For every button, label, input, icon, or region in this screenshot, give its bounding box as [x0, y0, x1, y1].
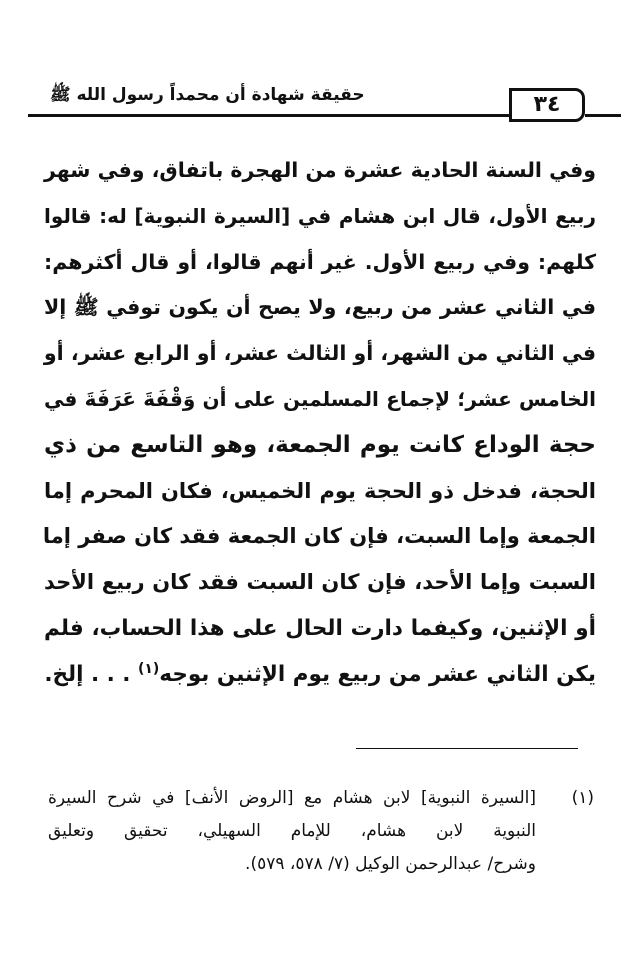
footnote-line: النبوية لابن هشام، للإمام السهيلي، تحقيق وتعليق	[48, 821, 536, 841]
text-line: الخامس عشر؛ لإجماع المسلمين على أن وَقْفَةَ عَرَفَةَ في	[44, 386, 596, 411]
text-line: وفي السنة الحادية عشرة من الهجرة باتفاق، وفي شهر	[44, 158, 596, 182]
page-number: ٣٤	[509, 88, 585, 122]
text-line: الحجة، فدخل ذو الحجة يوم الخميس، فكان المحرم إما	[44, 478, 596, 503]
text-line: ربيع الأول، قال ابن هشام في [السيرة النبوية] له: قالوا	[44, 203, 596, 228]
text-line: في الثاني عشر من ربيع، ولا يصح أن يكون توفي ﷺ إلا	[44, 295, 596, 320]
text-line: الجمعة وإما السبت، فإن كان الجمعة فقد كان صفر إما	[42, 524, 596, 549]
page-header	[28, 82, 593, 128]
text-line: كلهم: وفي ربيع الأول. غير أنهم قالوا، أو قال أكثرهم:	[44, 249, 596, 274]
text-line: حجة الوداع كانت يوم الجمعة، وهو التاسع من ذي	[44, 431, 596, 458]
footnote-number: (١)	[571, 788, 594, 808]
text-line: السبت وإما الأحد، فإن كان السبت فقد كان ربيع الأحد	[44, 570, 596, 595]
footnote-line: [السيرة النبوية] لابن هشام مع [الروض الأنف] في شرح السيرة	[48, 788, 536, 808]
last-line-tail: . . . إلخ.	[44, 661, 138, 687]
footnote-separator	[356, 748, 578, 749]
page-number-rule	[585, 114, 621, 117]
footnote-marker[interactable]: (١)	[137, 660, 160, 677]
text-line: أو الإثنين، وكيفما دارت الحال على هذا الحساب، فلم	[44, 615, 596, 641]
footnote-line: وشرح/ عبدالرحمن الوكيل (٧/ ٥٧٨، ٥٧٩).	[245, 854, 536, 874]
text-line-last	[44, 652, 596, 698]
header-rule	[28, 114, 530, 117]
running-title: حقيقة شهادة أن محمداً رسول الله ﷺ	[50, 85, 365, 105]
last-line-text: يكن الثاني عشر من ربيع يوم الإثنين بوجه	[159, 661, 596, 687]
text-line: في الثاني من الشهر، أو الثالث عشر، أو الرابع عشر، أو	[43, 341, 596, 366]
main-text	[44, 148, 596, 698]
footnote	[48, 782, 594, 881]
